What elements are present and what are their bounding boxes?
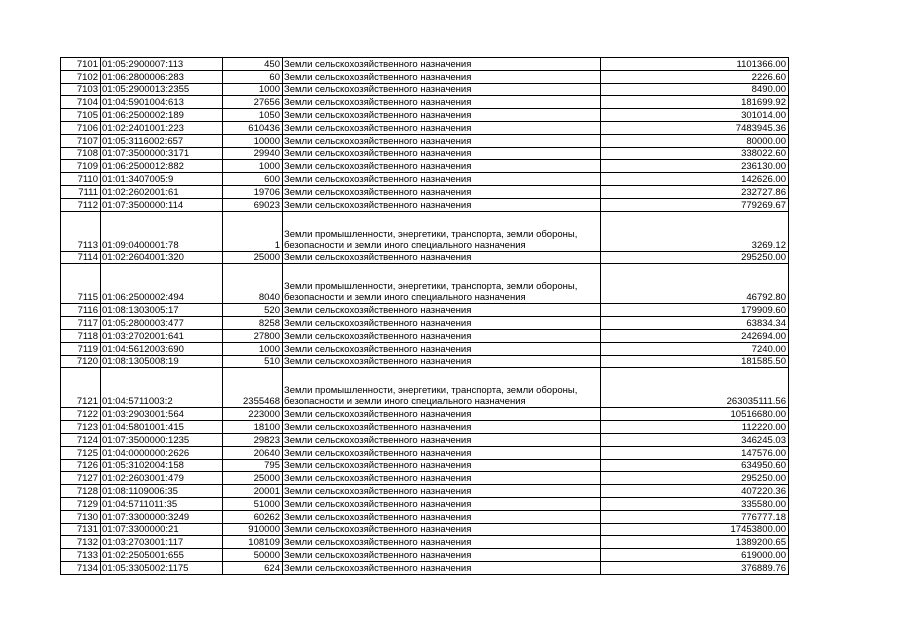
table-row: [61, 549, 789, 562]
cadastral-value-cell: 407220.36: [601, 485, 789, 498]
land-category-cell: Земли сельскохозяйственного назначения: [283, 96, 601, 109]
row-number-cell: 7108: [61, 147, 101, 160]
cadastral-value-cell: 179909.60: [601, 304, 789, 317]
row-number-cell: 7128: [61, 485, 101, 498]
row-number-cell: 7104: [61, 96, 101, 109]
cadastral-number-cell: 01:02:2602001:61: [101, 185, 223, 198]
cadastral-number-cell: 01:03:2702001:641: [101, 329, 223, 342]
cadastral-value-cell: 63834.34: [601, 317, 789, 330]
row-number-cell: 7119: [61, 342, 101, 355]
row-number-cell: 7118: [61, 329, 101, 342]
cadastral-value-cell: 236130.00: [601, 160, 789, 173]
land-category-cell: Земли сельскохозяйственного назначения: [283, 421, 601, 434]
area-cell: 1: [223, 211, 283, 251]
area-cell: 8040: [223, 264, 283, 304]
land-category-cell: Земли сельскохозяйственного назначения: [283, 459, 601, 472]
land-category-cell: Земли сельскохозяйственного назначения: [283, 342, 601, 355]
cadastral-number-cell: 01:04:5711003:2: [101, 368, 223, 408]
cadastral-number-cell: 01:09:0400001:78: [101, 211, 223, 251]
row-number-cell: 7120: [61, 355, 101, 368]
table-row: [61, 433, 789, 446]
area-cell: 8258: [223, 317, 283, 330]
cadastral-value-cell: 634950.60: [601, 459, 789, 472]
cadastral-value-cell: 2226.60: [601, 70, 789, 83]
cadastral-value-cell: 181699.92: [601, 96, 789, 109]
table-row: [61, 536, 789, 549]
row-number-cell: 7125: [61, 446, 101, 459]
table-row: [61, 264, 789, 304]
area-cell: 1000: [223, 160, 283, 173]
area-cell: 600: [223, 173, 283, 186]
row-number-cell: 7134: [61, 561, 101, 574]
cadastral-value-cell: 1389200.65: [601, 536, 789, 549]
cadastral-value-cell: 7240.00: [601, 342, 789, 355]
cadastral-number-cell: 01:04:5612003:690: [101, 342, 223, 355]
area-cell: 60: [223, 70, 283, 83]
table-row: [61, 211, 789, 251]
area-cell: 108109: [223, 536, 283, 549]
cadastral-value-cell: 3269.12: [601, 211, 789, 251]
cadastral-value-cell: 1101366.00: [601, 58, 789, 71]
cadastral-number-cell: 01:03:2903001:564: [101, 408, 223, 421]
cadastral-number-cell: 01:04:5901004:613: [101, 96, 223, 109]
area-cell: 18100: [223, 421, 283, 434]
cadastral-value-cell: 7483945.36: [601, 121, 789, 134]
table-row: [61, 83, 789, 96]
row-number-cell: 7130: [61, 510, 101, 523]
table-row: [61, 446, 789, 459]
land-category-cell: Земли сельскохозяйственного назначения: [283, 83, 601, 96]
cadastral-number-cell: 01:02:2603001:479: [101, 472, 223, 485]
land-parcels-table: [60, 57, 789, 575]
row-number-cell: 7121: [61, 368, 101, 408]
land-category-cell: Земли сельскохозяйственного назначения: [283, 446, 601, 459]
row-number-cell: 7113: [61, 211, 101, 251]
table-row: [61, 251, 789, 264]
row-number-cell: 7123: [61, 421, 101, 434]
area-cell: 610436: [223, 121, 283, 134]
cadastral-number-cell: 01:06:2800006:283: [101, 70, 223, 83]
table-row: [61, 58, 789, 71]
land-category-cell: Земли сельскохозяйственного назначения: [283, 160, 601, 173]
table-row: [61, 561, 789, 574]
row-number-cell: 7110: [61, 173, 101, 186]
land-category-cell: Земли сельскохозяйственного назначения: [283, 134, 601, 147]
table-row: [61, 408, 789, 421]
row-number-cell: 7109: [61, 160, 101, 173]
land-category-cell: Земли сельскохозяйственного назначения: [283, 109, 601, 122]
area-cell: 795: [223, 459, 283, 472]
cadastral-number-cell: 01:02:2604001:320: [101, 251, 223, 264]
cadastral-number-cell: 01:08:1305008:19: [101, 355, 223, 368]
area-cell: 2355468: [223, 368, 283, 408]
land-category-cell: Земли сельскохозяйственного назначения: [283, 472, 601, 485]
cadastral-value-cell: 242694.00: [601, 329, 789, 342]
cadastral-value-cell: 263035111.56: [601, 368, 789, 408]
table-row: [61, 304, 789, 317]
land-category-cell: Земли сельскохозяйственного назначения: [283, 304, 601, 317]
land-category-cell: Земли сельскохозяйственного назначения: [283, 251, 601, 264]
cadastral-value-cell: 295250.00: [601, 251, 789, 264]
row-number-cell: 7103: [61, 83, 101, 96]
row-number-cell: 7129: [61, 497, 101, 510]
area-cell: 520: [223, 304, 283, 317]
cadastral-number-cell: 01:02:2505001:655: [101, 549, 223, 562]
cadastral-number-cell: 01:05:3116002:657: [101, 134, 223, 147]
row-number-cell: 7105: [61, 109, 101, 122]
row-number-cell: 7106: [61, 121, 101, 134]
cadastral-number-cell: 01:08:1109006:35: [101, 485, 223, 498]
row-number-cell: 7114: [61, 251, 101, 264]
cadastral-value-cell: 335580.00: [601, 497, 789, 510]
land-category-cell: Земли сельскохозяйственного назначения: [283, 408, 601, 421]
cadastral-value-cell: 142626.00: [601, 173, 789, 186]
area-cell: 51000: [223, 497, 283, 510]
cadastral-value-cell: 181585.50: [601, 355, 789, 368]
table-row: [61, 497, 789, 510]
area-cell: 19706: [223, 185, 283, 198]
cadastral-number-cell: 01:03:2703001:117: [101, 536, 223, 549]
table-row: [61, 198, 789, 211]
land-category-cell: Земли сельскохозяйственного назначения: [283, 329, 601, 342]
cadastral-number-cell: 01:07:3500000:3171: [101, 147, 223, 160]
row-number-cell: 7111: [61, 185, 101, 198]
cadastral-number-cell: 01:07:3300000:3249: [101, 510, 223, 523]
table-row: [61, 317, 789, 330]
area-cell: 20640: [223, 446, 283, 459]
land-category-cell: Земли сельскохозяйственного назначения: [283, 70, 601, 83]
area-cell: 510: [223, 355, 283, 368]
land-category-cell: Земли сельскохозяйственного назначения: [283, 549, 601, 562]
cadastral-value-cell: 147576.00: [601, 446, 789, 459]
cadastral-number-cell: 01:02:2401001:223: [101, 121, 223, 134]
row-number-cell: 7112: [61, 198, 101, 211]
cadastral-value-cell: 46792.80: [601, 264, 789, 304]
table-row: [61, 70, 789, 83]
table-row: [61, 329, 789, 342]
land-category-cell: Земли сельскохозяйственного назначения: [283, 485, 601, 498]
row-number-cell: 7116: [61, 304, 101, 317]
table-row: [61, 459, 789, 472]
cadastral-number-cell: 01:04:5801001:415: [101, 421, 223, 434]
cadastral-number-cell: 01:07:3300000:21: [101, 523, 223, 536]
area-cell: 29940: [223, 147, 283, 160]
area-cell: 20001: [223, 485, 283, 498]
cadastral-value-cell: 112220.00: [601, 421, 789, 434]
row-number-cell: 7126: [61, 459, 101, 472]
cadastral-number-cell: 01:04:5711011:35: [101, 497, 223, 510]
land-category-cell: Земли сельскохозяйственного назначения: [283, 121, 601, 134]
area-cell: 910000: [223, 523, 283, 536]
land-category-cell: Земли сельскохозяйственного назначения: [283, 433, 601, 446]
area-cell: 27656: [223, 96, 283, 109]
table-row: [61, 342, 789, 355]
area-cell: 29823: [223, 433, 283, 446]
row-number-cell: 7101: [61, 58, 101, 71]
row-number-cell: 7124: [61, 433, 101, 446]
cadastral-value-cell: 376889.76: [601, 561, 789, 574]
cadastral-number-cell: 01:07:3500000:1235: [101, 433, 223, 446]
row-number-cell: 7102: [61, 70, 101, 83]
area-cell: 1050: [223, 109, 283, 122]
area-cell: 69023: [223, 198, 283, 211]
cadastral-number-cell: 01:06:2500002:494: [101, 264, 223, 304]
table-row: [61, 523, 789, 536]
table-row: [61, 355, 789, 368]
area-cell: 1000: [223, 83, 283, 96]
row-number-cell: 7131: [61, 523, 101, 536]
cadastral-number-cell: 01:06:2500002:189: [101, 109, 223, 122]
table-row: [61, 472, 789, 485]
table-row: [61, 368, 789, 408]
table-row: [61, 96, 789, 109]
cadastral-number-cell: 01:04:0000000:2626: [101, 446, 223, 459]
cadastral-number-cell: 01:06:2500012:882: [101, 160, 223, 173]
area-cell: 60262: [223, 510, 283, 523]
land-category-cell: Земли сельскохозяйственного назначения: [283, 317, 601, 330]
land-category-cell: Земли сельскохозяйственного назначения: [283, 355, 601, 368]
table-body: [61, 58, 789, 575]
cadastral-value-cell: 779269.67: [601, 198, 789, 211]
row-number-cell: 7107: [61, 134, 101, 147]
land-category-cell: Земли сельскохозяйственного назначения: [283, 497, 601, 510]
area-cell: 450: [223, 58, 283, 71]
land-category-cell: Земли промышленности, энергетики, транспорта, земли обороны, безопасности и земли иного специального назначения: [283, 368, 601, 408]
table-row: [61, 147, 789, 160]
table-row: [61, 160, 789, 173]
cadastral-number-cell: 01:07:3500000:114: [101, 198, 223, 211]
cadastral-value-cell: 776777.18: [601, 510, 789, 523]
row-number-cell: 7133: [61, 549, 101, 562]
cadastral-value-cell: 346245.03: [601, 433, 789, 446]
area-cell: 25000: [223, 251, 283, 264]
table-row: [61, 109, 789, 122]
cadastral-number-cell: 01:01:3407005:9: [101, 173, 223, 186]
cadastral-value-cell: 232727.86: [601, 185, 789, 198]
area-cell: 10000: [223, 134, 283, 147]
cadastral-value-cell: 619000.00: [601, 549, 789, 562]
row-number-cell: 7132: [61, 536, 101, 549]
cadastral-value-cell: 80000.00: [601, 134, 789, 147]
cadastral-value-cell: 338022.60: [601, 147, 789, 160]
area-cell: 25000: [223, 472, 283, 485]
table-row: [61, 121, 789, 134]
area-cell: 27800: [223, 329, 283, 342]
table-row: [61, 185, 789, 198]
table-row: [61, 173, 789, 186]
cadastral-value-cell: 295250.00: [601, 472, 789, 485]
cadastral-value-cell: 10516680.00: [601, 408, 789, 421]
land-category-cell: Земли сельскохозяйственного назначения: [283, 510, 601, 523]
cadastral-number-cell: 01:05:2900013:2355: [101, 83, 223, 96]
row-number-cell: 7122: [61, 408, 101, 421]
land-category-cell: Земли промышленности, энергетики, транспорта, земли обороны, безопасности и земли иного специального назначения: [283, 211, 601, 251]
row-number-cell: 7115: [61, 264, 101, 304]
area-cell: 624: [223, 561, 283, 574]
land-category-cell: Земли сельскохозяйственного назначения: [283, 523, 601, 536]
area-cell: 1000: [223, 342, 283, 355]
table-row: [61, 421, 789, 434]
cadastral-number-cell: 01:05:3305002:1175: [101, 561, 223, 574]
table-row: [61, 134, 789, 147]
land-category-cell: Земли сельскохозяйственного назначения: [283, 536, 601, 549]
cadastral-value-cell: 8490.00: [601, 83, 789, 96]
cadastral-value-cell: 17453800.00: [601, 523, 789, 536]
cadastral-number-cell: 01:05:2900007:113: [101, 58, 223, 71]
row-number-cell: 7117: [61, 317, 101, 330]
land-category-cell: Земли сельскохозяйственного назначения: [283, 198, 601, 211]
land-category-cell: Земли сельскохозяйственного назначения: [283, 561, 601, 574]
cadastral-number-cell: 01:05:3102004:158: [101, 459, 223, 472]
cadastral-value-cell: 301014.00: [601, 109, 789, 122]
land-category-cell: Земли сельскохозяйственного назначения: [283, 58, 601, 71]
land-category-cell: Земли промышленности, энергетики, транспорта, земли обороны, безопасности и земли иного специального назначения: [283, 264, 601, 304]
area-cell: 50000: [223, 549, 283, 562]
cadastral-number-cell: 01:05:2800003:477: [101, 317, 223, 330]
cadastral-number-cell: 01:08:1303005:17: [101, 304, 223, 317]
table-row: [61, 510, 789, 523]
area-cell: 223000: [223, 408, 283, 421]
land-category-cell: Земли сельскохозяйственного назначения: [283, 185, 601, 198]
land-category-cell: Земли сельскохозяйственного назначения: [283, 173, 601, 186]
table-row: [61, 485, 789, 498]
row-number-cell: 7127: [61, 472, 101, 485]
land-category-cell: Земли сельскохозяйственного назначения: [283, 147, 601, 160]
